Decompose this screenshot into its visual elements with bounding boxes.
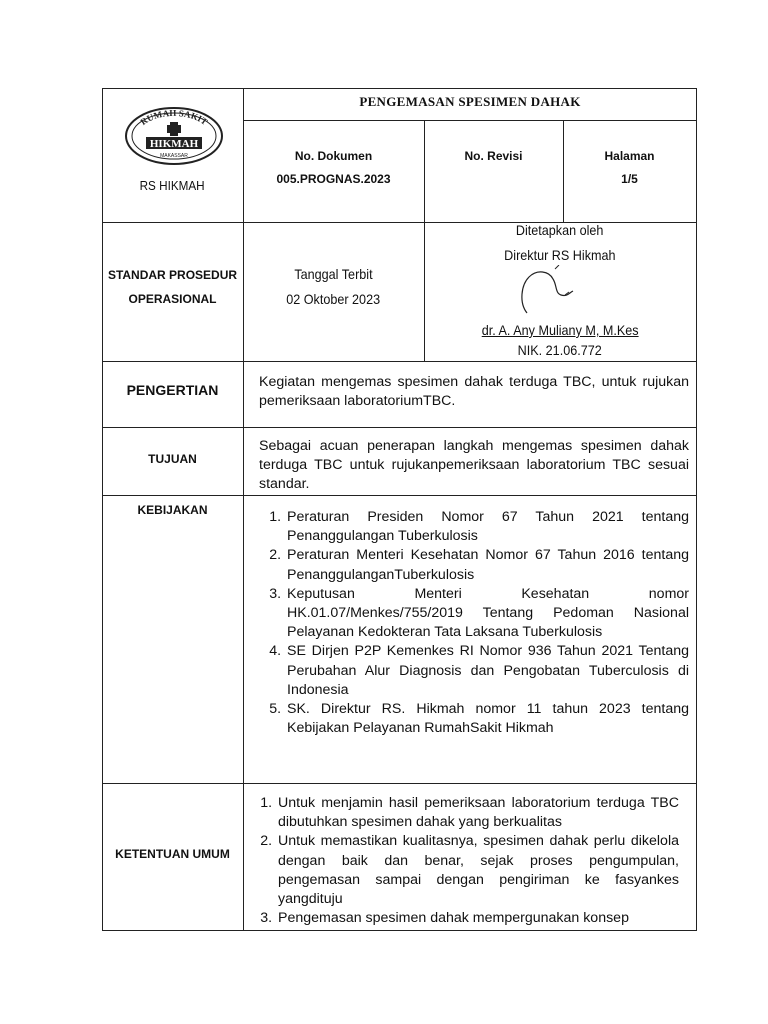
pengertian-label: PENGERTIAN	[126, 382, 219, 398]
kebijakan-list	[259, 508, 689, 738]
ketentuan-label: KETENTUAN UMUM	[115, 847, 230, 861]
list-item: 2. Untuk memastikan kualitasnya, spesimen dahak perlu dikelola dengan baik dan benar, sejak proses pengumpulan, pengemasan sampai dengan pengiriman ke fasyankes yangdituju	[276, 832, 679, 909]
approved-by-label: Ditetapkan oleh	[516, 222, 604, 238]
hospital-name: RS HIKMAH	[139, 178, 205, 193]
document-title: PENGEMASAN SPESIMEN DAHAK	[359, 94, 581, 109]
svg-text:MAKASSAR: MAKASSAR	[160, 153, 188, 159]
list-item: 1. Peraturan Presiden Nomor 67 Tahun 2021 tentang Penanggulangan Tuberkulosis	[285, 508, 689, 546]
signature-icon	[515, 265, 585, 315]
sop-label-line1: STANDAR PROSEDUR	[107, 268, 238, 282]
director-title: Direktur RS Hikmah	[504, 247, 616, 263]
list-item: 3. Keputusan Menteri Kesehatan nomor HK.01.07/Menkes/755/2019 Tentang Pedoman Nasional Pelayanan Kedokteran Tata Laksana Tuberkulosis	[285, 585, 689, 643]
page-value: 1/5	[621, 172, 638, 186]
sop-label-line2: OPERASIONAL	[128, 292, 217, 306]
director-signature	[515, 265, 585, 315]
pengertian-text: Kegiatan mengemas spesimen dahak terduga TBC, untuk rujukan pemeriksaan laboratoriumTBC.	[259, 374, 689, 409]
list-item: 2. Peraturan Menteri Kesehatan Nomor 67 Tahun 2016 tentang PenanggulanganTuberkulosis	[285, 546, 689, 584]
director-nik: NIK. 21.06.772	[517, 342, 603, 358]
list-item: 1. Untuk menjamin hasil pemeriksaan laboratorium terduga TBC dibutuhkan spesimen dahak yang berkualitas	[276, 794, 679, 832]
issued-date: 02 Oktober 2023	[286, 291, 381, 307]
svg-text:HIKMAH: HIKMAH	[149, 138, 199, 150]
list-item: 3. Pengemasan spesimen dahak mempergunakan konsep	[276, 909, 679, 928]
hospital-logo-icon	[124, 106, 224, 166]
svg-text:RUMAH SAKIT: RUMAH SAKIT	[138, 107, 210, 128]
tujuan-text: Sebagai acuan penerapan langkah mengemas spesimen dahak terduga TBC untuk rujukanpemeriksaan laboratorium TBC sesuai standar.	[259, 438, 689, 492]
issued-label: Tanggal Terbit	[294, 266, 373, 282]
doc-no-label: No. Dokumen	[294, 149, 373, 163]
list-item: 4. SE Dirjen P2P Kemenkes RI Nomor 936 Tahun 2021 Tentang Perubahan Alur Diagnosis dan Pengobatan Tuberculosis di Indonesia	[285, 642, 689, 700]
hospital-logo	[124, 106, 224, 166]
doc-no-value: 005.PROGNAS.2023	[276, 172, 391, 186]
director-name: dr. A. Any Muliany M, M.Kes	[481, 322, 639, 338]
list-item: 5. SK. Direktur RS. Hikmah nomor 11 tahun 2023 tentang Kebijakan Pelayanan RumahSakit Hikmah	[285, 700, 689, 738]
revision-label: No. Revisi	[464, 149, 523, 163]
ketentuan-list	[250, 794, 679, 928]
tujuan-label: TUJUAN	[148, 452, 197, 466]
page-label: Halaman	[604, 149, 655, 163]
kebijakan-label: KEBIJAKAN	[137, 503, 208, 517]
